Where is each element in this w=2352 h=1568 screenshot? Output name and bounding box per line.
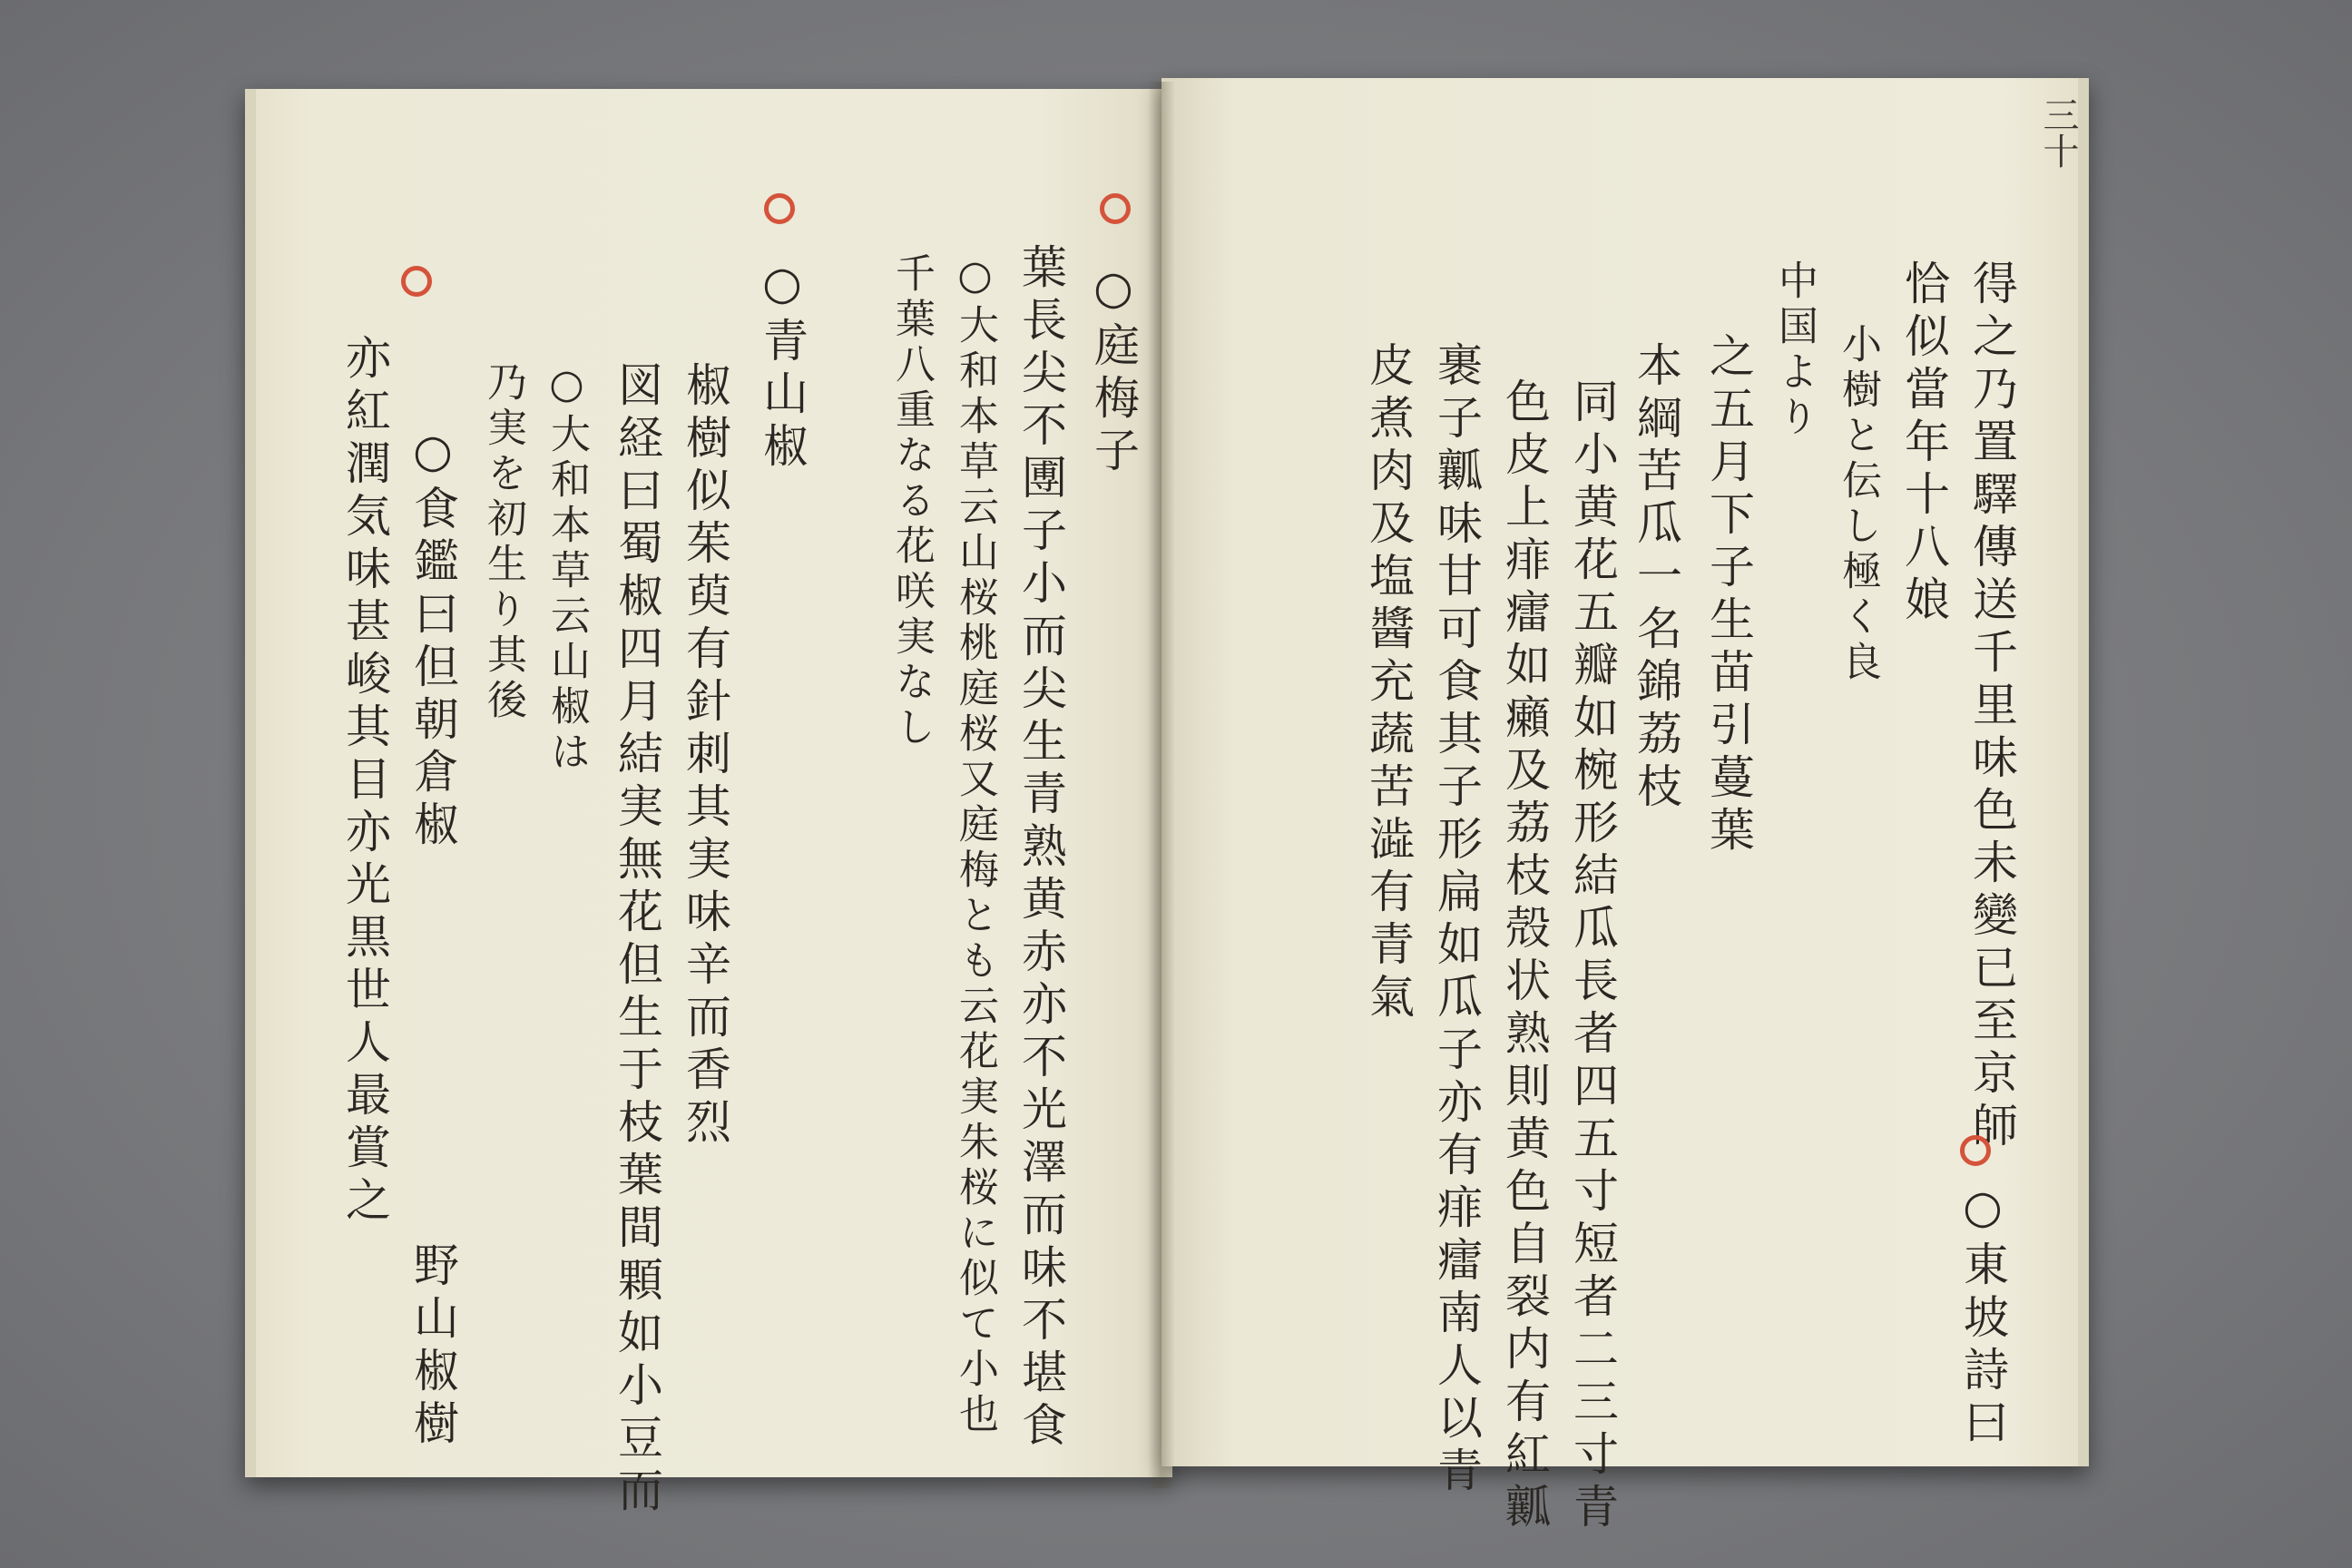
right-col-1: 得之乃置驛傳送千里味色未變已至京師 bbox=[1965, 260, 2018, 1154]
left-col-2: 葉長尖不圑子小而尖生青熟黄赤亦不光澤而味不堪食 bbox=[1014, 243, 1067, 1454]
left-col-12: 野山椒樹 bbox=[407, 1241, 459, 1452]
right-col-6: 之五月下子生苗引蔓葉 bbox=[1702, 332, 1755, 858]
red-circle-mark bbox=[764, 193, 795, 224]
right-page bbox=[1161, 78, 2089, 1535]
left-col-11: 亦紅潤気味甚峻其目亦光黒世人最賞之 bbox=[338, 334, 391, 1229]
right-col-5: 中国より bbox=[1771, 260, 1818, 441]
left-col-6: 椒樹似茱萸有針刺其実味辛而香烈 bbox=[679, 361, 731, 1151]
right-col-2: 恰似當年十八娘 bbox=[1897, 260, 1950, 628]
right-col-9: 色皮上痱癗如癩及荔枝殻状熟則黄色自裂内有紅瓤 bbox=[1498, 377, 1551, 1535]
folio-number: 三十 bbox=[2037, 96, 2079, 169]
red-circle-mark bbox=[401, 266, 432, 297]
right-col-8: 同小黄花五瓣如椀形結瓜長者四五寸短者二三寸青 bbox=[1566, 377, 1619, 1535]
open-book bbox=[245, 73, 2079, 1535]
right-col-7: 本綱苦瓜一名錦荔枝 bbox=[1630, 341, 1682, 815]
book-gutter bbox=[1148, 82, 1175, 1488]
left-col-8: ○大和本草云山椒は bbox=[544, 361, 590, 776]
left-col-5: ○青山椒 bbox=[756, 257, 808, 475]
red-circle-mark bbox=[1960, 1135, 1991, 1166]
left-col-10: ○食鑑曰但朝倉椒 bbox=[407, 425, 459, 853]
right-col-11: 皮煮肉及塩醬充蔬苦澁有青氣 bbox=[1362, 341, 1415, 1025]
right-col-3: ○東坡詩曰 bbox=[1956, 1181, 2009, 1451]
red-circle-mark bbox=[1100, 193, 1131, 224]
right-col-10: 裹子瓤味甘可食其子形扁如瓜子亦有痱癗南人以青 bbox=[1430, 341, 1483, 1499]
left-col-1: ○庭梅子 bbox=[1087, 261, 1140, 479]
right-col-4: 小樹と伝し極く良 bbox=[1835, 323, 1881, 686]
left-page bbox=[245, 89, 1172, 1519]
left-col-3: ○大和本草云山桜桃庭桜又庭梅とも云花実朱桜に似て小也 bbox=[952, 252, 998, 1438]
left-col-4: 千葉八重なる花咲実なし bbox=[888, 252, 935, 751]
left-col-9: 乃実を初生り其後 bbox=[480, 361, 526, 724]
left-col-7: 図経曰蜀椒四月結実無花但生于枝葉間顆如小豆而 bbox=[611, 361, 663, 1519]
